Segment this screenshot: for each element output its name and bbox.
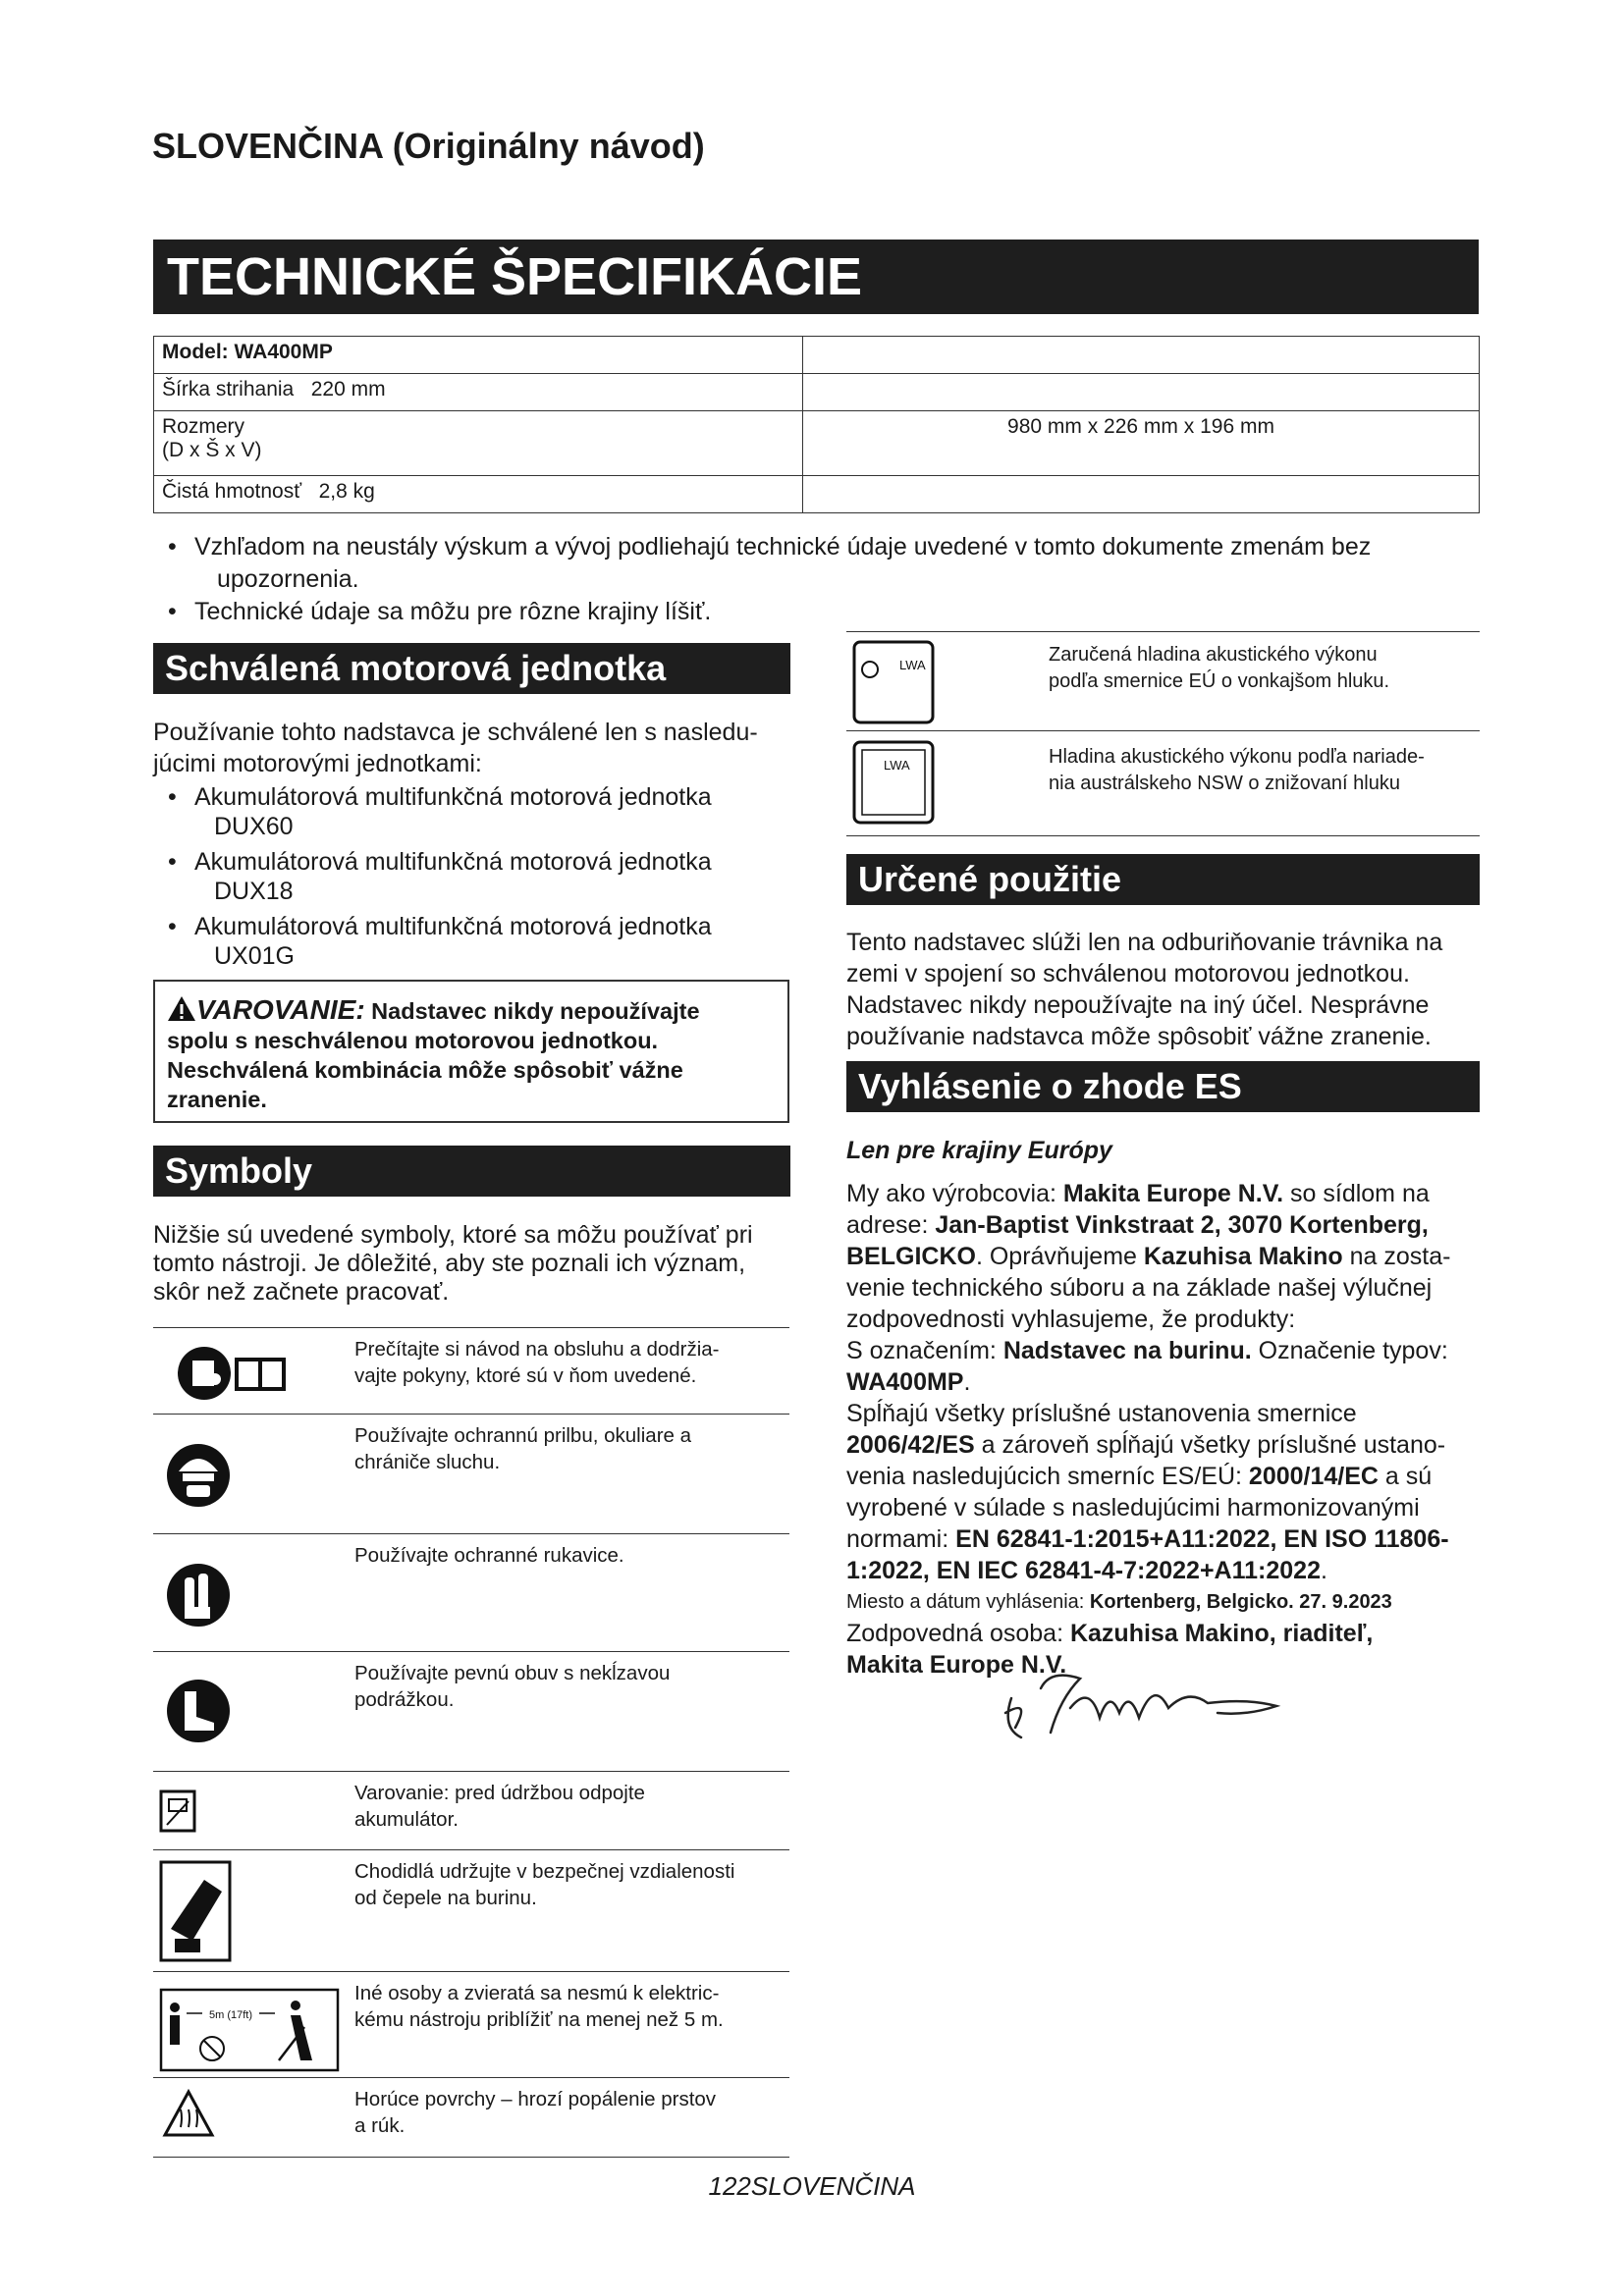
text-line: Spĺňajú všetky príslušné ustanovenia smernice <box>846 1400 1357 1427</box>
symbol-row <box>153 1327 789 1415</box>
text-line <box>846 1429 1514 1461</box>
table-row <box>154 374 1480 411</box>
list-item: • Vzhľadom na neustály výskum a vývoj podliehajú technické údaje uvedené v tomto dokumente zmenám bez <box>153 531 1489 563</box>
lwa-badge: LWA <box>899 658 926 672</box>
text-line: Používajte pevnú obuv s nekĺzavou <box>354 1662 671 1684</box>
lwa-eu-icon <box>852 640 935 726</box>
table-row <box>154 337 1480 374</box>
spec-label: Šírka strihania <box>162 378 295 400</box>
text-line <box>846 1335 1514 1366</box>
text-line: chrániče sluchu. <box>354 1451 501 1473</box>
text-run: a sú <box>1378 1463 1433 1490</box>
boots-icon <box>153 1652 271 1772</box>
text-run: Označenie typov: <box>1251 1337 1448 1364</box>
helmet-goggles-earmuffs-icon <box>153 1415 271 1534</box>
text-line: WA400MP. <box>846 1368 971 1396</box>
hot-surface-icon <box>153 2078 271 2157</box>
remove-battery-icon <box>153 1772 271 1850</box>
section-title-symbols: Symboly <box>153 1146 790 1197</box>
text-run: na zosta- <box>1342 1243 1451 1270</box>
spec-table <box>153 336 1480 513</box>
text-line <box>846 1618 1514 1649</box>
text-line: tomto nástroji. Je dôležité, aby ste poznali ich význam, <box>153 1250 746 1277</box>
symbol-row <box>153 2077 789 2158</box>
text-run: . Oprávňujeme <box>975 1243 1144 1270</box>
text-line: podrážkou. <box>354 1688 455 1711</box>
text-line: zemi v spojení so schválenou motorovou jednotkou. <box>846 960 1410 988</box>
list-item: • Technické údaje sa môžu pre rôzne krajiny líšiť. <box>153 596 1489 628</box>
declaration-subtitle: Len pre krajiny Európy <box>846 1137 1112 1164</box>
text-line: kému nástroju priblížiť na menej než 5 m. <box>354 2008 724 2031</box>
list-item: • Akumulátorová multifunkčná motorová jednotka <box>153 782 801 812</box>
company-name: Makita Europe N.V. <box>846 1651 1067 1679</box>
text-line: Nižšie sú uvedené symboly, ktoré sa môžu používať pri <box>153 1221 753 1249</box>
text-line: Iné osoby a zvieratá sa nesmú k elektric- <box>354 1982 720 2004</box>
warning-text: spolu s neschválenou motorovou jednotkou. <box>167 1028 659 1053</box>
symbol-desc <box>354 1660 786 1713</box>
spec-model-value <box>803 337 1480 374</box>
text-line: Používajte ochrannú prilbu, okuliare a <box>354 1424 692 1447</box>
standards: 1:2022, EN IEC 62841-4-7:2022+A11:2022 <box>846 1557 1321 1584</box>
text-line <box>846 1523 1514 1555</box>
spec-dimensions-value: 980 mm x 226 mm x 196 mm <box>803 411 1480 476</box>
text-line <box>846 1209 1514 1241</box>
spec-model: Model: WA400MP <box>154 337 803 374</box>
text-line: nia austrálskeho NSW o znižovaní hluku <box>1049 773 1400 794</box>
section-title-declaration: Vyhlásenie o zhode ES <box>846 1061 1480 1112</box>
product-name: Nadstavec na burinu. <box>1002 1337 1252 1364</box>
spec-dimensions <box>154 411 803 476</box>
text-run: My ako výrobcovia: <box>846 1180 1063 1207</box>
symbol-desc <box>354 1858 786 1911</box>
keep-feet-away-icon <box>153 1850 271 1972</box>
read-manual-icon <box>153 1328 350 1415</box>
spec-cut-width <box>154 374 803 411</box>
country: BELGICKO <box>846 1243 976 1270</box>
section-title-intended-use: Určené použitie <box>846 854 1480 905</box>
table-row <box>154 411 1480 476</box>
symbol-desc <box>354 1780 786 1833</box>
spec-value: 2,8 kg <box>318 480 375 503</box>
warning-text: zranenie. <box>167 1087 267 1112</box>
declaration-text <box>846 1135 1514 1681</box>
list-item-cont: DUX60 <box>214 813 294 840</box>
text-line: Prečítajte si návod na obsluhu a dodržia- <box>354 1338 720 1361</box>
list-item-cont: UX01G <box>214 942 295 970</box>
text-line <box>846 1586 1514 1618</box>
text-line: Používanie tohto nadstavca je schválené len s nasledu- <box>153 719 758 746</box>
text-run: Miesto a dátum vyhlásenia: <box>846 1591 1090 1613</box>
text-line: 1:2022, EN IEC 62841-4-7:2022+A11:2022. <box>846 1557 1327 1584</box>
text-line <box>846 1461 1514 1492</box>
text-line: Tento nadstavec slúži len na odburiňovanie trávnika na <box>846 929 1443 956</box>
directive: 2000/14/EC <box>1248 1463 1379 1490</box>
text-line: Varovanie: pred údržbou odpojte <box>354 1782 645 1804</box>
text-run: venia nasledujúcich smerníc ES/EÚ: <box>846 1463 1249 1490</box>
text-line: Horúce povrchy – hrozí popálenie prstov <box>354 2088 717 2110</box>
text-run: so sídlom na <box>1283 1180 1430 1207</box>
signature <box>992 1659 1306 1747</box>
text-line: Chodidlá udržujte v bezpečnej vzdialenosti <box>354 1860 735 1883</box>
text-line <box>846 1178 1514 1209</box>
text-line: vyrobené v súlade s nasledujúcimi harmonizovanými <box>846 1494 1420 1522</box>
distance-label: 5m (17ft) <box>208 2009 253 2021</box>
list-item-cont: DUX18 <box>214 878 294 905</box>
text-run: Zodpovedná osoba: <box>846 1620 1070 1647</box>
directive: 2006/42/ES <box>846 1431 975 1459</box>
symbols-intro <box>153 1221 801 1307</box>
text-run: S označením: <box>846 1337 1003 1364</box>
symbol-desc <box>354 2086 786 2139</box>
text-run: a zároveň spĺňajú všetky príslušné ustano- <box>974 1431 1446 1459</box>
warning-text: Nadstavec nikdy nepoužívajte <box>371 998 700 1024</box>
text-line: zodpovednosti vyhlasujeme, že produkty: <box>846 1306 1296 1333</box>
warning-text: Neschválená kombinácia môže spôsobiť vážne <box>167 1057 683 1083</box>
symbol-row <box>153 1414 789 1534</box>
symbol-row <box>153 1771 789 1850</box>
place-date: Kortenberg, Belgicko. 27. 9.2023 <box>1089 1591 1392 1613</box>
spec-notes <box>153 531 1489 628</box>
text-line: vajte pokyny, ktoré sú v ňom uvedené. <box>354 1364 697 1387</box>
text-run: adrese: <box>846 1211 936 1239</box>
text-line: od čepele na burinu. <box>354 1887 537 1909</box>
text-line: Hladina akustického výkonu podľa nariade- <box>1049 746 1425 768</box>
lwa-nsw-icon <box>852 740 935 827</box>
list-item-cont: upozornenia. <box>217 565 359 593</box>
table-row <box>846 632 1480 731</box>
text-line: venie technického súboru a na základe našej výlučnej <box>846 1274 1433 1302</box>
table-row <box>846 730 1480 835</box>
spec-label: Rozmery <box>162 415 245 438</box>
symbol-row <box>153 1849 789 1972</box>
company-address: Jan-Baptist Vinkstraat 2, 3070 Kortenberg, <box>935 1211 1429 1239</box>
symbol-desc <box>354 1422 786 1475</box>
lwa-badge: LWA <box>884 758 910 773</box>
page-footer: 122SLOVENČINA <box>708 2171 916 2201</box>
text-line: podľa smernice EÚ o vonkajšom hluku. <box>1049 670 1390 692</box>
page-title: TECHNICKÉ ŠPECIFIKÁCIE <box>153 240 1479 314</box>
spec-label: Čistá hmotnosť <box>162 480 302 503</box>
symbol-desc <box>354 1336 786 1389</box>
approved-unit-intro <box>153 717 801 779</box>
text-line: používanie nadstavca môže spôsobiť vážne zranenie. <box>846 1023 1432 1050</box>
list-item: • Akumulátorová multifunkčná motorová jednotka <box>153 847 801 877</box>
person-name: Kazuhisa Makino <box>1143 1243 1343 1270</box>
text-line: akumulátor. <box>354 1808 459 1831</box>
table-row <box>154 476 1480 513</box>
symbol-desc <box>354 1542 786 1569</box>
spec-label-sub: (D x Š x V) <box>162 439 262 461</box>
noise-desc <box>1049 642 1389 695</box>
text-run: normami: <box>846 1525 956 1553</box>
responsible-person: Kazuhisa Makino, riaditeľ, <box>1069 1620 1374 1647</box>
text-line <box>846 1241 1514 1272</box>
symbol-desc <box>354 1980 786 2033</box>
text-line: Nadstavec nikdy nepoužívajte na iný účel. Nesprávne <box>846 991 1430 1019</box>
company-name: Makita Europe N.V. <box>1062 1180 1284 1207</box>
warning-label: VAROVANIE: <box>196 994 365 1025</box>
text-line: júcimi motorovými jednotkami: <box>153 750 482 777</box>
approved-unit-list <box>153 782 801 971</box>
symbol-row <box>153 1651 789 1772</box>
warning-box <box>153 980 789 1123</box>
list-item: • Akumulátorová multifunkčná motorová jednotka <box>153 912 801 941</box>
text-line: a rúk. <box>354 2114 406 2137</box>
section-title-approved-unit: Schválená motorová jednotka <box>153 643 790 694</box>
symbol-row <box>153 1533 789 1652</box>
symbol-row <box>153 1971 789 2078</box>
noise-table <box>846 631 1480 836</box>
spec-net-weight <box>154 476 803 513</box>
language-header: SLOVENČINA (Originálny návod) <box>152 126 705 166</box>
intended-use-text <box>846 927 1494 1052</box>
warning-icon <box>167 995 196 1022</box>
model-code: WA400MP <box>846 1368 964 1396</box>
noise-desc <box>1049 744 1425 797</box>
spec-value: 220 mm <box>310 378 386 400</box>
text-line: Zaručená hladina akustického výkonu <box>1049 644 1378 666</box>
text-line: Používajte ochranné rukavice. <box>354 1544 624 1567</box>
keep-distance-icon <box>153 1972 350 2078</box>
standards: EN 62841-1:2015+A11:2022, EN ISO 11806- <box>955 1525 1449 1553</box>
text-line: skôr než začnete pracovať. <box>153 1278 450 1306</box>
gloves-icon <box>153 1534 271 1652</box>
